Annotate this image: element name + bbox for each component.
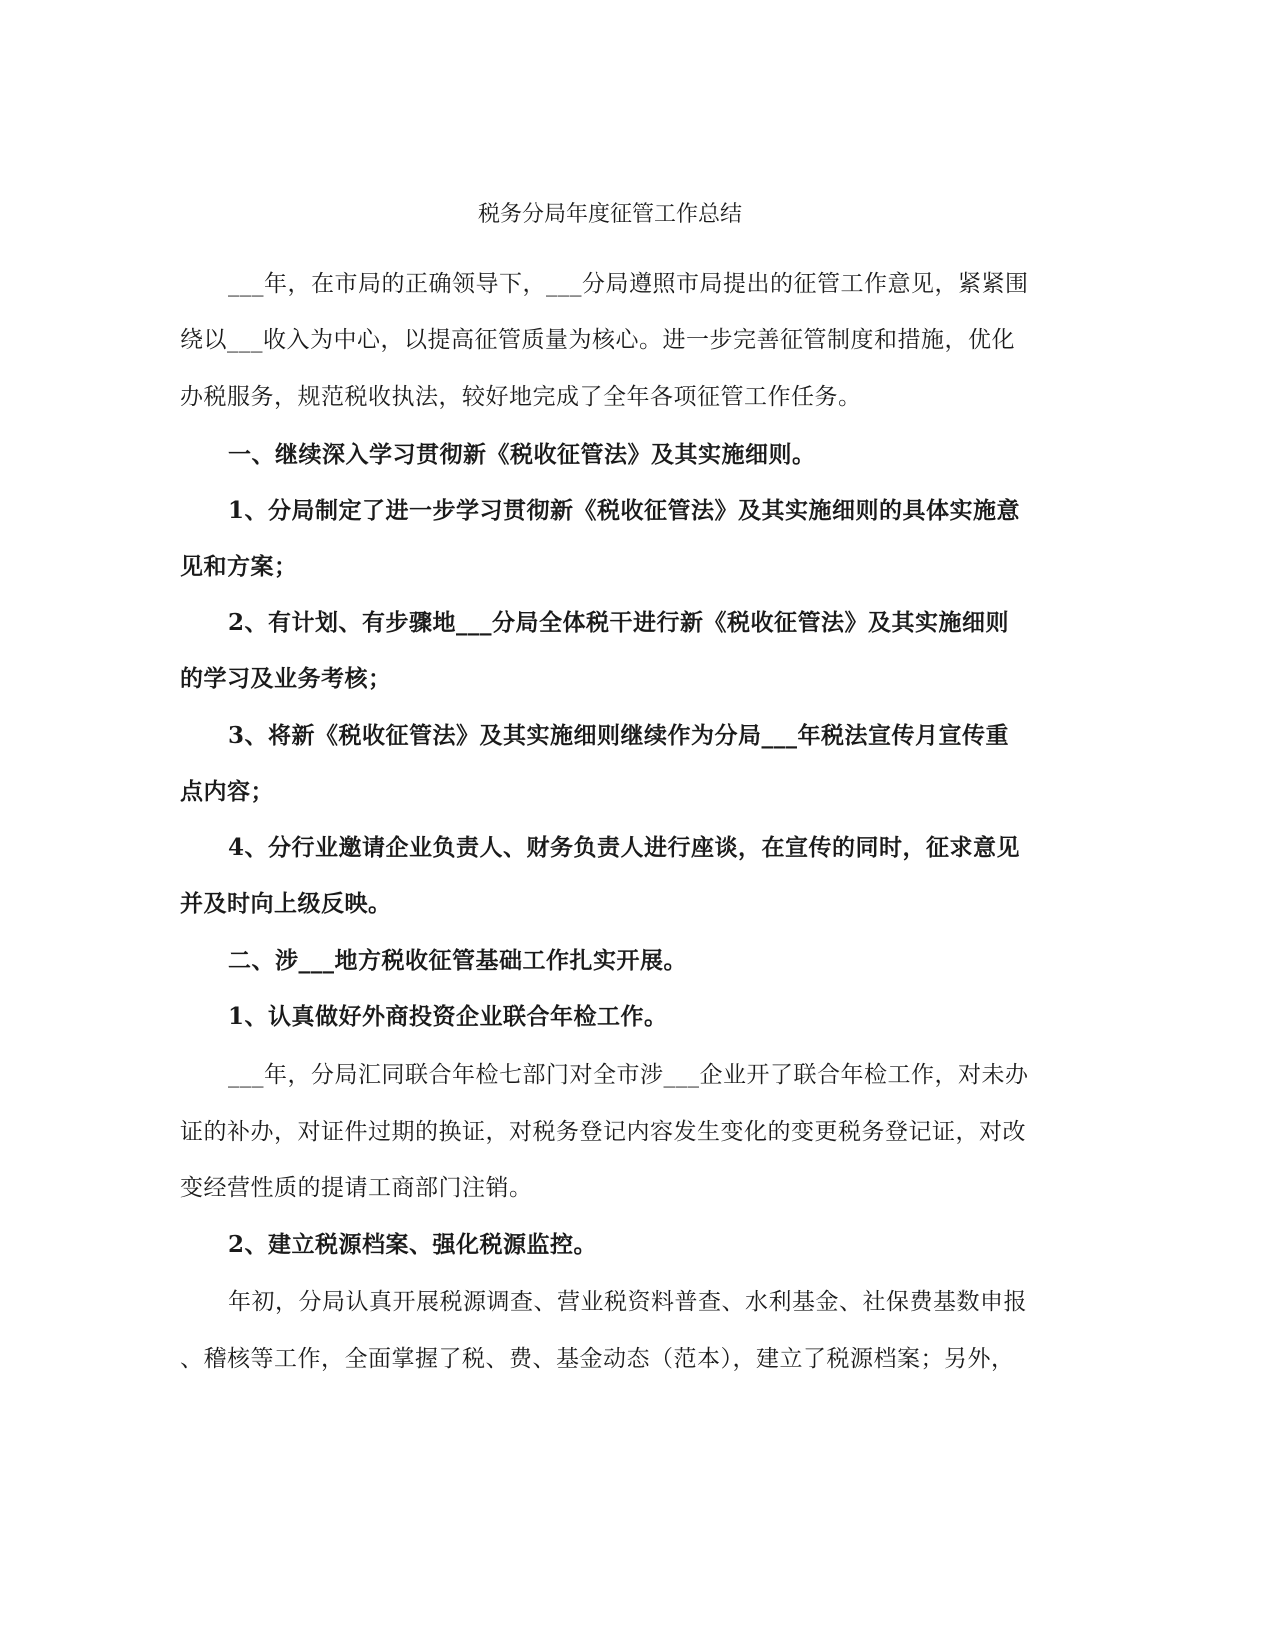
list-item-line: 见和方案； [180, 553, 298, 580]
list-item-line: 3、将新《税收征管法》及其实施细则继续作为分局___年税法宣传月宣传重 [228, 722, 1010, 749]
paragraph-line: 变经营性质的提请工商部门注销。 [180, 1175, 533, 1201]
list-item-line: 2、有计划、有步骤地___分局全体税干进行新《税收征管法》及其实施细则 [228, 609, 1010, 636]
paragraph-line: 年初，分局认真开展税源调查、营业税资料普查、水利基金、社保费基数申报 [228, 1289, 1027, 1315]
section-heading: 二、涉___地方税收征管基础工作扎实开展。 [228, 947, 687, 974]
list-item-line: 并及时向上级反映。 [180, 890, 392, 917]
subsection-heading: 1、认真做好外商投资企业联合年检工作。 [228, 1003, 668, 1030]
paragraph-line: 绕以___收入为中心，以提高征管质量为核心。进一步完善征管制度和措施，优化 [180, 327, 1015, 353]
section-heading: 一、继续深入学习贯彻新《税收征管法》及其实施细则。 [228, 441, 816, 468]
paragraph-line: ___年，分局汇同联合年检七部门对全市涉___企业开了联合年检工作，对未办 [228, 1062, 1029, 1088]
list-item-line: 1、分局制定了进一步学习贯彻新《税收征管法》及其实施细则的具体实施意 [228, 497, 1021, 524]
paragraph-line: 证的补办，对证件过期的换证，对税务登记内容发生变化的变更税务登记证，对改 [180, 1119, 1026, 1145]
paragraph-line: ___年，在市局的正确领导下，___分局遵照市局提出的征管工作意见，紧紧围 [228, 271, 1029, 297]
subsection-heading: 2、建立税源档案、强化税源监控。 [228, 1231, 598, 1258]
paragraph-line: 、稽核等工作，全面掌握了税、费、基金动态（范本），建立了税源档案；另外， [180, 1346, 1015, 1372]
list-item-line: 4、分行业邀请企业负责人、财务负责人进行座谈，在宣传的同时，征求意见 [228, 834, 1021, 861]
list-item-line: 点内容； [180, 778, 274, 805]
document-title: 税务分局年度征管工作总结 [477, 202, 742, 227]
paragraph-line: 办税服务，规范税收执法，较好地完成了全年各项征管工作任务。 [180, 384, 862, 410]
list-item-line: 的学习及业务考核； [180, 665, 392, 692]
